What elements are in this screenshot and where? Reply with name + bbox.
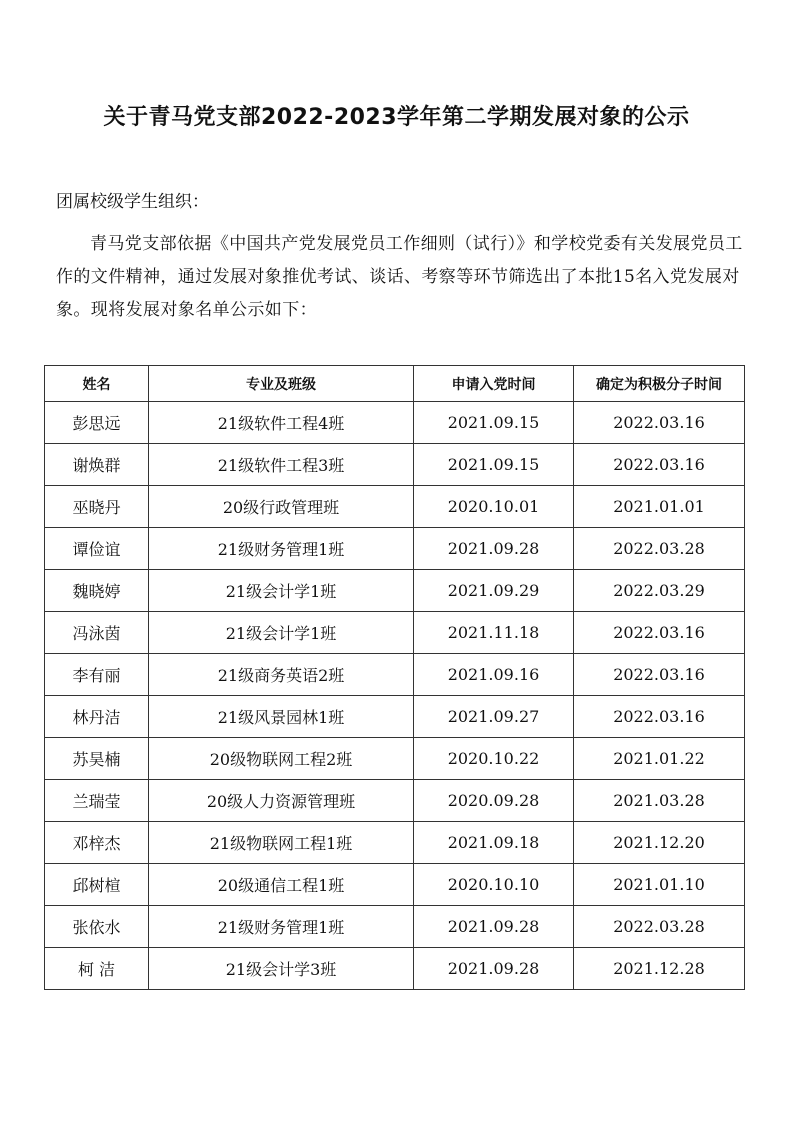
intro-paragraph: 青马党支部依据《中国共产党发展党员工作细则（试行）》和学校党委有关发展党员工作的文件精神，通过发展对象推优考试、谈话、考察等环节筛选出了本批15名入党发展对象。现将发展对象名单公示如下： [56,234,743,320]
table-row [45,528,745,570]
cell-application-date: 2020.10.22 [414,738,574,780]
cell-major-class: 21级软件工程3班 [149,444,414,486]
cell-name: 谢焕群 [45,444,149,486]
cell-major-class: 20级物联网工程2班 [149,738,414,780]
table-row [45,570,745,612]
cell-major-class: 21级商务英语2班 [149,654,414,696]
cell-major-class: 20级通信工程1班 [149,864,414,906]
cell-name: 张依水 [45,906,149,948]
cell-major-class: 21级会计学1班 [149,612,414,654]
cell-major-class: 21级财务管理1班 [149,528,414,570]
cell-application-date: 2021.09.28 [414,906,574,948]
cell-activist-date: 2022.03.16 [574,696,745,738]
cell-major-class: 21级风景园林1班 [149,696,414,738]
cell-activist-date: 2021.12.28 [574,948,745,990]
cell-name: 李有丽 [45,654,149,696]
cell-activist-date: 2021.12.20 [574,822,745,864]
cell-activist-date: 2021.01.22 [574,738,745,780]
cell-name: 林丹洁 [45,696,149,738]
table-row [45,444,745,486]
header-activist-date: 确定为积极分子时间 [574,366,745,402]
cell-activist-date: 2021.03.28 [574,780,745,822]
cell-application-date: 2021.09.18 [414,822,574,864]
table-row [45,864,745,906]
table-header-row [45,366,745,402]
cell-name: 魏晓婷 [45,570,149,612]
cell-application-date: 2020.10.01 [414,486,574,528]
table-row [45,948,745,990]
table-row [45,822,745,864]
table-row [45,780,745,822]
cell-application-date: 2021.11.18 [414,612,574,654]
cell-application-date: 2021.09.29 [414,570,574,612]
cell-name: 彭思远 [45,402,149,444]
cell-activist-date: 2022.03.16 [574,612,745,654]
salutation: 团属校级学生组织： [56,192,209,212]
cell-major-class: 20级人力资源管理班 [149,780,414,822]
cell-activist-date: 2021.01.01 [574,486,745,528]
document-title: 关于青马党支部2022-2023学年第二学期发展对象的公示 [103,105,690,130]
cell-name: 邓梓杰 [45,822,149,864]
cell-application-date: 2021.09.15 [414,444,574,486]
table-row [45,486,745,528]
cell-name: 谭俭谊 [45,528,149,570]
cell-activist-date: 2021.01.10 [574,864,745,906]
header-name: 姓名 [45,366,149,402]
cell-application-date: 2021.09.28 [414,948,574,990]
table-row [45,906,745,948]
cell-activist-date: 2022.03.28 [574,906,745,948]
cell-major-class: 21级软件工程4班 [149,402,414,444]
cell-application-date: 2021.09.15 [414,402,574,444]
header-major-class: 专业及班级 [149,366,414,402]
cell-application-date: 2021.09.28 [414,528,574,570]
cell-activist-date: 2022.03.28 [574,528,745,570]
cell-name: 柯 洁 [45,948,149,990]
cell-activist-date: 2022.03.16 [574,402,745,444]
cell-name: 苏昊楠 [45,738,149,780]
candidates-table [44,365,745,990]
cell-application-date: 2020.10.10 [414,864,574,906]
table-row [45,612,745,654]
table-row [45,738,745,780]
cell-activist-date: 2022.03.16 [574,444,745,486]
cell-application-date: 2020.09.28 [414,780,574,822]
cell-major-class: 21级财务管理1班 [149,906,414,948]
table-row [45,696,745,738]
cell-major-class: 21级会计学3班 [149,948,414,990]
cell-name: 冯泳茵 [45,612,149,654]
cell-major-class: 21级物联网工程1班 [149,822,414,864]
cell-name: 巫晓丹 [45,486,149,528]
cell-application-date: 2021.09.16 [414,654,574,696]
cell-name: 邱树楦 [45,864,149,906]
cell-activist-date: 2022.03.29 [574,570,745,612]
cell-major-class: 21级会计学1班 [149,570,414,612]
cell-major-class: 20级行政管理班 [149,486,414,528]
cell-activist-date: 2022.03.16 [574,654,745,696]
table-row [45,402,745,444]
cell-application-date: 2021.09.27 [414,696,574,738]
table-row [45,654,745,696]
header-application-date: 申请入党时间 [414,366,574,402]
cell-name: 兰瑞莹 [45,780,149,822]
